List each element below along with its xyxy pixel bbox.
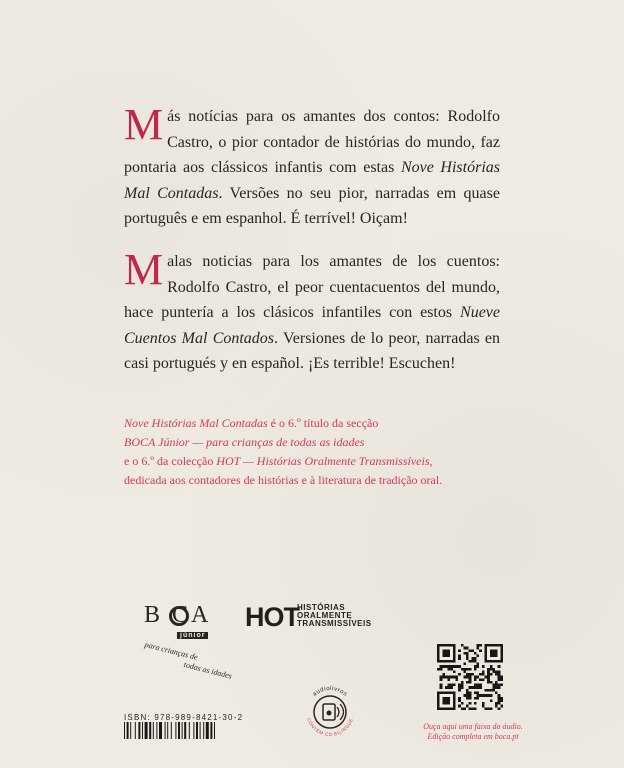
paragraph-text: alas noticias para los amantes de los cuentos: Rodolfo Castro, el peor cuentacuentos del mundo, hace puntería a los clásicos infantiles con estos: [124, 253, 500, 321]
book-title-italic: Nove Histórias Mal Contadas: [124, 159, 500, 202]
qr-caption-line: Edição completa em boca.pt: [427, 732, 519, 741]
colophon-title: Nove Histórias Mal Contadas: [124, 416, 268, 430]
boca-tagline-2: todas as idades: [182, 660, 233, 681]
book-title-italic: Nueve Cuentos Mal Contados: [124, 304, 500, 347]
qr-caption: [418, 722, 528, 742]
paragraph-text: . Versiones de lo peor, narradas en casi portugués y en español. ¡Es terrible! Escuchen!: [124, 329, 501, 372]
boca-o-circle: [169, 606, 189, 626]
colophon-line: [124, 433, 504, 452]
paragraph-text: . Versões no seu pior, narradas em quase português e em espanhol. É terrível! Oiçam!: [124, 184, 500, 227]
dropcap: M: [124, 100, 164, 149]
paragraph-portuguese: [124, 100, 500, 232]
isbn-label: ISBN: 978-989-8421-30-2: [124, 713, 244, 722]
colophon-text: ,: [429, 454, 433, 468]
hot-subtitle-line: HISTÓRIAS: [297, 603, 346, 612]
audio-badge-top-text: audiolivros: [311, 685, 349, 698]
hot-wordmark: HOT: [245, 602, 299, 632]
boca-tagline-1: para crianças de: [143, 640, 199, 662]
dropcap: M: [124, 245, 164, 294]
hot-subtitle: [297, 604, 372, 628]
colophon-line: [124, 414, 504, 433]
qr-caption-line: Ouça aqui uma faixa do áudio.: [423, 722, 523, 731]
hot-subtitle-line: TRANSMISSÍVEIS: [297, 619, 372, 628]
boca-wordmark: B CA: [144, 602, 212, 628]
colophon-text: e o 6.º da colecção: [124, 454, 217, 468]
audio-badge-bottom-text: CONTÉM CD BILINGUE: [305, 717, 355, 738]
colophon-line: [124, 452, 504, 471]
boca-junior-label: júnior: [177, 632, 208, 639]
colophon: [124, 414, 504, 490]
paragraph-spanish: [124, 245, 501, 377]
colophon-line: dedicada aos contadores de histórias e à literatura de tradição oral.: [124, 473, 443, 487]
barcode: [124, 722, 262, 739]
qr-code[interactable]: [437, 644, 503, 710]
boca-logo: [140, 600, 240, 681]
colophon-text: é o 6.º título da secção: [267, 416, 379, 430]
hot-subtitle-line: ORALMENTE: [297, 611, 353, 620]
colophon-series: BOCA Júnior — para crianças de todas as idades: [124, 435, 365, 449]
audiobook-cd-badge: [298, 680, 362, 744]
paragraph-text: ás notícias para os amantes dos contos: Rodolfo Castro, o pior contador de histórias do mundo, faz pontaria aos clássicos infantis com estas: [124, 108, 500, 176]
colophon-collection: HOT — Histórias Oralmente Transmissíveis: [216, 454, 430, 468]
